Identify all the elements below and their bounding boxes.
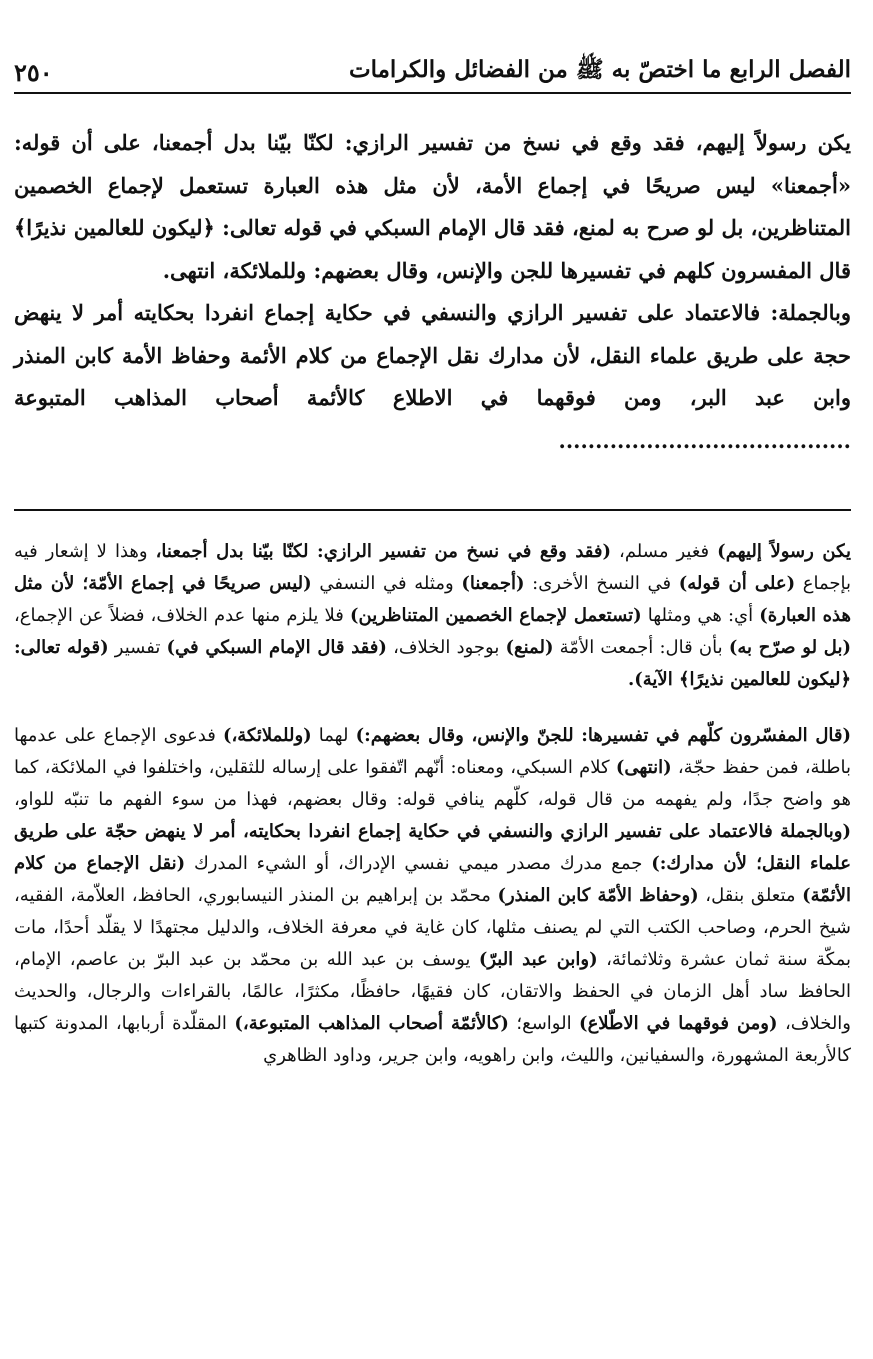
commentary-paragraph: [14, 536, 851, 696]
quoted-main-text: (انتهى): [615, 757, 672, 778]
commentary-text: الواسع؛: [508, 1013, 580, 1034]
commentary-text: محمّد بن إبراهيم بن المنذر النيسابوري، الحافظ، العلاّمة، الفقيه، شيخ الحرم، وصاحب الكتب التي لم يصنف مثلها، كان غاية في معرفة الخلاف، والدليل مجتهدًا لا يقلّد أحدًا، مات بمكّة سنة ثمان عشرة وثلاثمائة،: [14, 885, 851, 970]
quoted-main-text: (وبالجملة فالاعتماد على تفسير الرازي والنسفي في حكاية إجماع انفردا بحكايته، أمر لا ينهض حجّة على طريق علماء النقل؛ لأن مدارك:): [14, 821, 851, 874]
quoted-main-text: (على أن قوله): [678, 573, 796, 594]
quoted-main-text: (بل لو صرّح به): [728, 637, 851, 658]
page-number: ٢٥٠: [14, 57, 53, 87]
commentary-text: كلام السبكي، ومعناه: أنّهم اتّفقوا على إرساله للثقلين، واختلفوا في الملائكة، كما هو واضح جدًا، ولم يفهمه من قال قوله، كلّهم ينافي قوله: وقال بعضهم، فهذا من سوء الفهم ما تنبّه للواو،: [14, 757, 851, 810]
commentary-text: متعلق بنقل،: [698, 885, 803, 906]
commentary-text: بأن قال: أجمعت الأمّة: [553, 637, 729, 658]
commentary-text: فلا يلزم منها عدم الخلاف، فضلاً عن الإجماع،: [14, 605, 350, 626]
commentary-text: جمع مدرك مصدر ميمي نفسي الإدراك، أو الشيء المدرك: [185, 853, 652, 874]
quoted-main-text: (وابن عبد البرّ): [478, 949, 598, 970]
quoted-main-text: (نقل الإجماع من كلام الأئمّة): [14, 853, 851, 906]
commentary-text: لهما: [311, 725, 356, 746]
quoted-main-text: (لمنع): [505, 637, 554, 658]
quoted-main-text: (ليس صريحًا في إجماع الأمّة؛ لأن مثل هذه العبارة): [14, 573, 851, 626]
commentary-text: تفسير: [108, 637, 167, 658]
commentary-text: يوسف بن عبد الله بن محمّد بن عبد البرّ بن عاصم، الإمام، الحافظ ساد أهل الزمان في الحفظ والاتقان، كان فقيهًا، حافظًا، مكثرًا، عالمًا، بالقراءات والرجال، والحديث والخلاف،: [14, 949, 852, 1034]
main-text: [14, 122, 851, 462]
commentary-text: فدعوى الإجماع على عدمها باطلة، فمن حفظ حجّة،: [14, 725, 851, 778]
commentary-paragraph: [14, 720, 851, 1072]
page-header: [14, 52, 851, 94]
commentary-text: أي: هي ومثلها: [641, 605, 760, 626]
main-text-paragraph: وبالجملة: فالاعتماد على تفسير الرازي والنسفي في حكاية إجماع انفردا بحكايته أمر لا ينهض حجة على طريق علماء النقل، لأن مدارك نقل الإجماع من كلام الأئمة وحفاظ الأمة كابن المنذر وابن عبد البر، ومن فوقهما في الاطلاع كالأئمة أصحاب المذاهب المتبوعة ........................................: [14, 300, 851, 453]
quoted-main-text: يكن رسولاً إليهم): [717, 541, 852, 562]
commentary-text: المقلّدة أربابها، المدونة كتبها كالأربعة المشهورة، والسفيانين، والليث، وابن راهويه، وابن جرير، وداود الظاهري: [14, 1013, 851, 1066]
quoted-main-text: (تستعمل لإجماع الخصمين المتناظرين): [349, 605, 642, 626]
commentary-text: فغير مسلم،: [611, 541, 718, 562]
commentary-text: وهذا لا إشعار فيه بإجماع: [14, 541, 852, 594]
commentary-text: بوجود الخلاف،: [386, 637, 506, 658]
quoted-main-text: (وحفاظ الأمّة كابن المنذر): [497, 885, 699, 906]
quoted-main-text: (ومن فوقهما في الاطّلاع): [579, 1013, 778, 1034]
paragraph-gap: [14, 696, 851, 720]
quoted-main-text: (كالأئمّة أصحاب المذاهب المتبوعة،): [234, 1013, 509, 1034]
main-text-divider: [14, 509, 851, 511]
quoted-main-text: (فقد وقع في نسخ من تفسير الرازي: لكنّا بيّنا بدل أجمعنا،: [155, 541, 611, 562]
commentary: [14, 536, 851, 1072]
main-text-paragraph: يكن رسولاً إليهم، فقد وقع في نسخ من تفسير الرازي: لكنّا بيّنا بدل أجمعنا، على أن قوله: «أجمعنا» ليس صريحًا في إجماع الأمة، لأن مثل هذه العبارة تستعمل لإجماع الخصمين المتناظرين، بل لو صرح به لمنع، فقد قال الإمام السبكي في قوله تعالى: ﴿ليكون للعالمين نذيرًا﴾ قال المفسرون كلهم في تفسيرها للجن والإنس، وقال بعضهم: وللملائكة، انتهى.: [14, 130, 851, 283]
quoted-main-text: (فقد قال الإمام السبكي في): [166, 637, 387, 658]
quoted-main-text: (قوله تعالى: ﴿ليكون للعالمين نذيرًا﴾ الآية).: [14, 637, 851, 690]
quoted-main-text: (وللملائكة،): [222, 725, 312, 746]
commentary-text: في النسخ الأخرى:: [524, 573, 679, 594]
chapter-title: الفصل الرابع ما اختصّ به ﷺ من الفضائل والكرامات: [348, 56, 851, 83]
quoted-main-text: (قال المفسّرون كلّهم في تفسيرها: للجنّ والإنس، وقال بعضهم:): [355, 725, 851, 746]
commentary-text: ومثله في النسفي: [311, 573, 462, 594]
quoted-main-text: (أجمعنا): [461, 573, 525, 594]
